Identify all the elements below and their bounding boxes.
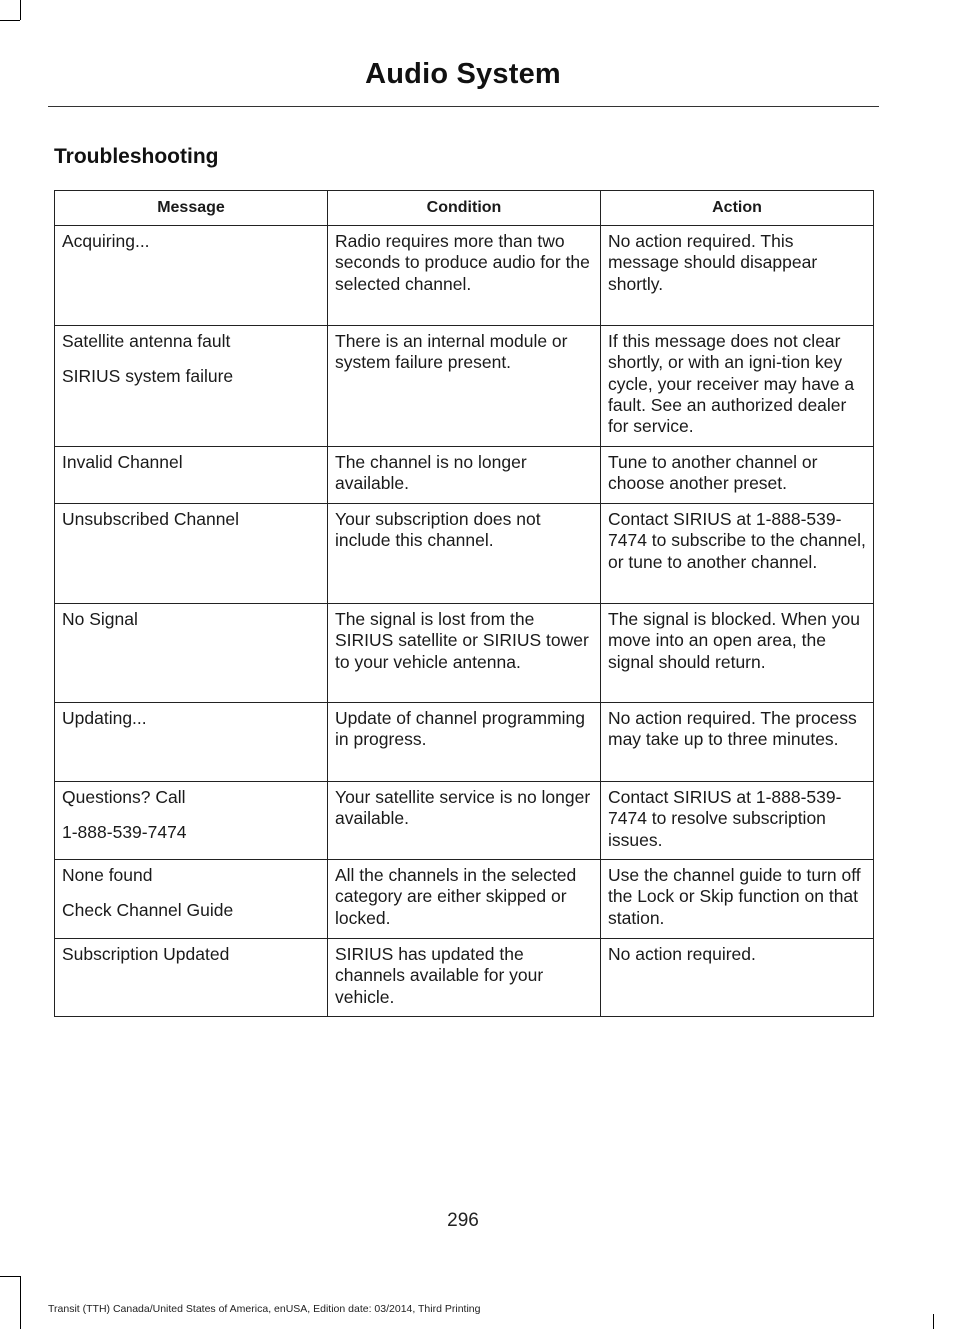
message-text: Updating...: [62, 708, 147, 728]
message-text: None found: [62, 865, 153, 885]
table-row: [55, 447, 874, 504]
table-row: [55, 604, 874, 703]
edition-footer: Transit (TTH) Canada/United States of America, enUSA, Edition date: 03/2014, Third Printing: [48, 1303, 481, 1315]
table-row: [55, 226, 874, 326]
condition-cell: Your subscription does not include this channel.: [328, 504, 601, 604]
table-row: [55, 326, 874, 447]
condition-cell: Radio requires more than two seconds to produce audio for the selected channel.: [328, 226, 601, 326]
column-header-condition: Condition: [328, 191, 601, 226]
message-text: No Signal: [62, 609, 138, 629]
message-cell: [55, 447, 328, 504]
table-row: [55, 703, 874, 782]
crop-mark: [20, 0, 21, 20]
action-cell: Contact SIRIUS at 1-888-539-7474 to resolve subscription issues.: [601, 782, 874, 860]
message-cell: [55, 326, 328, 447]
crop-mark: [20, 1276, 21, 1329]
message-text: SIRIUS system failure: [62, 366, 234, 387]
page-title: Audio System: [365, 58, 561, 90]
table-row: [55, 504, 874, 604]
column-header-message: Message: [55, 191, 328, 226]
message-text: Subscription Updated: [62, 944, 230, 964]
column-header-action: Action: [601, 191, 874, 226]
crop-mark: [933, 1314, 934, 1329]
condition-cell: There is an internal module or system failure present.: [328, 326, 601, 447]
message-text: Invalid Channel: [62, 452, 183, 472]
crop-mark: [0, 1276, 20, 1277]
message-text: Questions? Call: [62, 787, 186, 807]
action-cell: No action required. The process may take up to three minutes.: [601, 703, 874, 782]
message-text: Unsubscribed Channel: [62, 509, 240, 529]
action-cell: Use the channel guide to turn off the Lock or Skip function on that station.: [601, 860, 874, 939]
message-cell: [55, 939, 328, 1017]
crop-mark: [0, 20, 20, 21]
condition-cell: The channel is no longer available.: [328, 447, 601, 504]
action-cell: No action required.: [601, 939, 874, 1017]
table-row: [55, 860, 874, 939]
action-cell: The signal is blocked. When you move into an open area, the signal should return.: [601, 604, 874, 703]
action-cell: No action required. This message should disappear shortly.: [601, 226, 874, 326]
condition-cell: All the channels in the selected category are either skipped or locked.: [328, 860, 601, 939]
action-cell: Contact SIRIUS at 1-888-539-7474 to subscribe to the channel, or tune to another channel.: [601, 504, 874, 604]
action-cell: If this message does not clear shortly, or with an igni-tion key cycle, your receiver may have a fault. See an authorized dealer for service.: [601, 326, 874, 447]
message-cell: [55, 703, 328, 782]
table-row: [55, 939, 874, 1017]
page-number: 296: [447, 1210, 479, 1231]
header-divider: [48, 106, 879, 107]
message-cell: [55, 504, 328, 604]
message-cell: [55, 782, 328, 860]
action-cell: Tune to another channel or choose another preset.: [601, 447, 874, 504]
message-cell: [55, 604, 328, 703]
message-text: Satellite antenna fault: [62, 331, 231, 351]
condition-cell: Update of channel programming in progress.: [328, 703, 601, 782]
message-text: Check Channel Guide: [62, 900, 234, 921]
condition-cell: SIRIUS has updated the channels available for your vehicle.: [328, 939, 601, 1017]
message-cell: [55, 226, 328, 326]
condition-cell: The signal is lost from the SIRIUS satellite or SIRIUS tower to your vehicle antenna.: [328, 604, 601, 703]
message-text: Acquiring...: [62, 231, 150, 251]
section-title: Troubleshooting: [54, 145, 219, 168]
troubleshooting-table: [54, 190, 874, 1017]
table-header-row: [55, 191, 874, 226]
table-row: [55, 782, 874, 860]
message-cell: [55, 860, 328, 939]
condition-cell: Your satellite service is no longer available.: [328, 782, 601, 860]
message-text: 1-888-539-7474: [62, 822, 187, 843]
